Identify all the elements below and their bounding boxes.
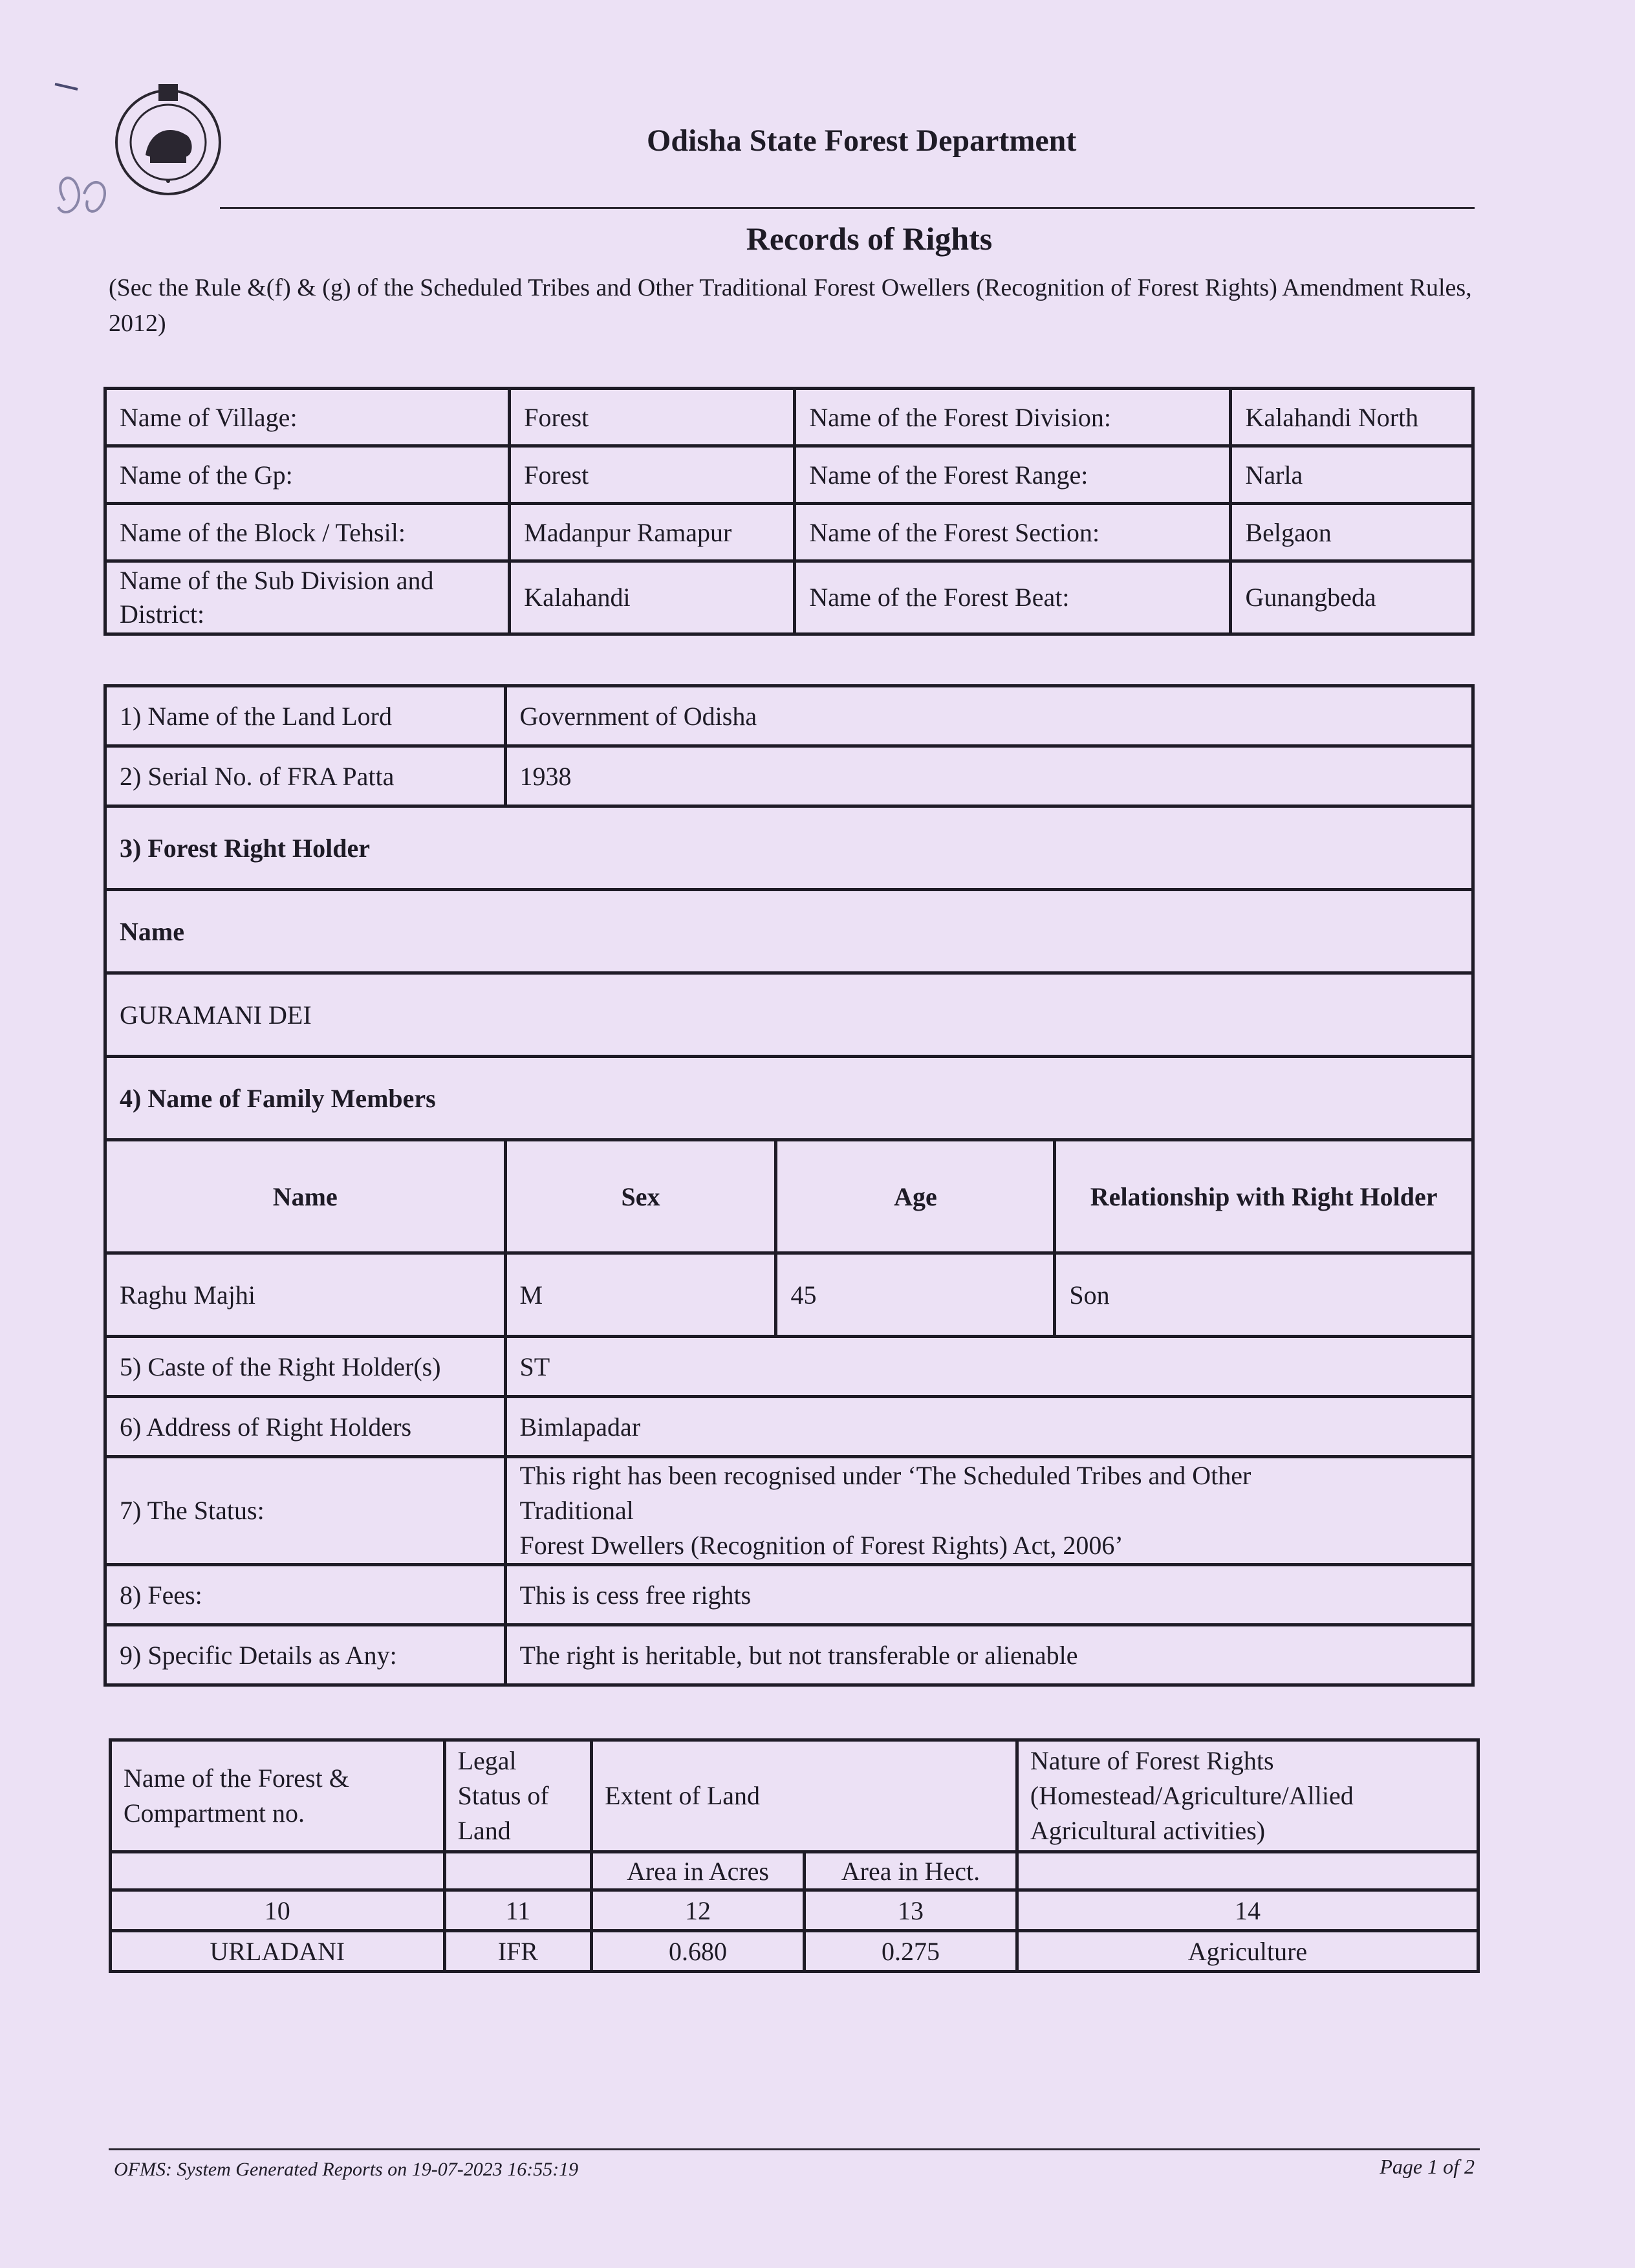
details-label: 9) Specific Details as Any: — [105, 1625, 506, 1685]
col-legal: Legal Status of Land — [444, 1740, 592, 1852]
footer-divider — [109, 2148, 1480, 2150]
family-heading: 4) Name of Family Members — [105, 1057, 1473, 1140]
subdivision-label: Name of the Sub Division and District: — [105, 561, 510, 634]
emblem-icon — [110, 84, 226, 200]
legal-value: IFR — [444, 1931, 592, 1972]
forest-value: URLADANI — [111, 1931, 445, 1972]
right-holder-table — [103, 684, 1475, 1687]
name-heading: Name — [105, 890, 1473, 973]
col-number: 13 — [805, 1890, 1017, 1931]
beat-value: Gunangbeda — [1231, 561, 1473, 634]
status-line: Traditional — [519, 1496, 634, 1525]
member-age: 45 — [776, 1253, 1055, 1337]
gp-label: Name of the Gp: — [105, 446, 510, 504]
landlord-label: 1) Name of the Land Lord — [105, 686, 506, 746]
block-value: Madanpur Ramapur — [510, 504, 795, 561]
table-row — [105, 1253, 1473, 1337]
col-number: 10 — [111, 1890, 445, 1931]
division-value: Kalahandi North — [1231, 389, 1473, 446]
status-line: Forest Dwellers (Recognition of Forest Rights) Act, 2006’ — [519, 1531, 1123, 1560]
gp-value: Forest — [510, 446, 795, 504]
serial-value: 1938 — [505, 746, 1473, 806]
col-number: 14 — [1017, 1890, 1478, 1931]
sub-acres: Area in Acres — [592, 1852, 805, 1890]
empty-cell — [444, 1852, 592, 1890]
village-label: Name of Village: — [105, 389, 510, 446]
subdivision-value: Kalahandi — [510, 561, 795, 634]
col-number: 12 — [592, 1890, 805, 1931]
holder-heading: 3) Forest Right Holder — [105, 806, 1473, 890]
details-value: The right is heritable, but not transferable or alienable — [505, 1625, 1473, 1685]
header-divider — [220, 207, 1475, 209]
serial-label: 2) Serial No. of FRA Patta — [105, 746, 506, 806]
col-extent: Extent of Land — [592, 1740, 1017, 1852]
page-title: Records of Rights — [746, 221, 993, 257]
address-value: Bimlapadar — [505, 1397, 1473, 1457]
landlord-value: Government of Odisha — [505, 686, 1473, 746]
fees-value: This is cess free rights — [505, 1565, 1473, 1625]
location-table — [103, 387, 1475, 636]
address-label: 6) Address of Right Holders — [105, 1397, 506, 1457]
family-col-name: Name — [105, 1140, 506, 1253]
division-label: Name of the Forest Division: — [795, 389, 1231, 446]
empty-cell — [1017, 1852, 1478, 1890]
range-label: Name of the Forest Range: — [795, 446, 1231, 504]
rule-reference: (Sec the Rule &(f) & (g) of the Scheduled Tribes and Other Traditional Forest Owellers (Recognition of Forest Rights) Amendment Rules, 2012) — [109, 274, 1472, 337]
holder-name: GURAMANI DEI — [105, 973, 1473, 1057]
caste-value: ST — [505, 1337, 1473, 1397]
page-number: Page 1 of 2 — [1380, 2155, 1475, 2178]
sub-hect: Area in Hect. — [805, 1852, 1017, 1890]
empty-cell — [111, 1852, 445, 1890]
section-value: Belgaon — [1231, 504, 1473, 561]
col-nature: Nature of Forest Rights (Homestead/Agriculture/Allied Agricultural activities) — [1017, 1740, 1478, 1852]
range-value: Narla — [1231, 446, 1473, 504]
status-label: 7) The Status: — [105, 1457, 506, 1565]
family-col-age: Age — [776, 1140, 1055, 1253]
member-name: Raghu Majhi — [105, 1253, 506, 1337]
nature-value: Agriculture — [1017, 1931, 1478, 1972]
land-table — [109, 1738, 1480, 1973]
block-label: Name of the Block / Tehsil: — [105, 504, 510, 561]
generated-note: OFMS: System Generated Reports on 19-07-2023 16:55:19 — [114, 2159, 579, 2180]
hect-value: 0.275 — [805, 1931, 1017, 1972]
family-col-relationship: Relationship with Right Holder — [1055, 1140, 1473, 1253]
status-line: This right has been recognised under ‘The Scheduled Tribes and Other — [519, 1461, 1251, 1490]
col-forest: Name of the Forest & Compartment no. — [111, 1740, 445, 1852]
status-value — [505, 1457, 1473, 1565]
beat-label: Name of the Forest Beat: — [795, 561, 1231, 634]
family-col-sex: Sex — [505, 1140, 776, 1253]
member-sex: M — [505, 1253, 776, 1337]
department-name: Odisha State Forest Department — [647, 124, 1077, 158]
col-number: 11 — [444, 1890, 592, 1931]
fees-label: 8) Fees: — [105, 1565, 506, 1625]
section-label: Name of the Forest Section: — [795, 504, 1231, 561]
caste-label: 5) Caste of the Right Holder(s) — [105, 1337, 506, 1397]
village-value: Forest — [510, 389, 795, 446]
member-relationship: Son — [1055, 1253, 1473, 1337]
acres-value: 0.680 — [592, 1931, 805, 1972]
table-row — [111, 1931, 1478, 1972]
